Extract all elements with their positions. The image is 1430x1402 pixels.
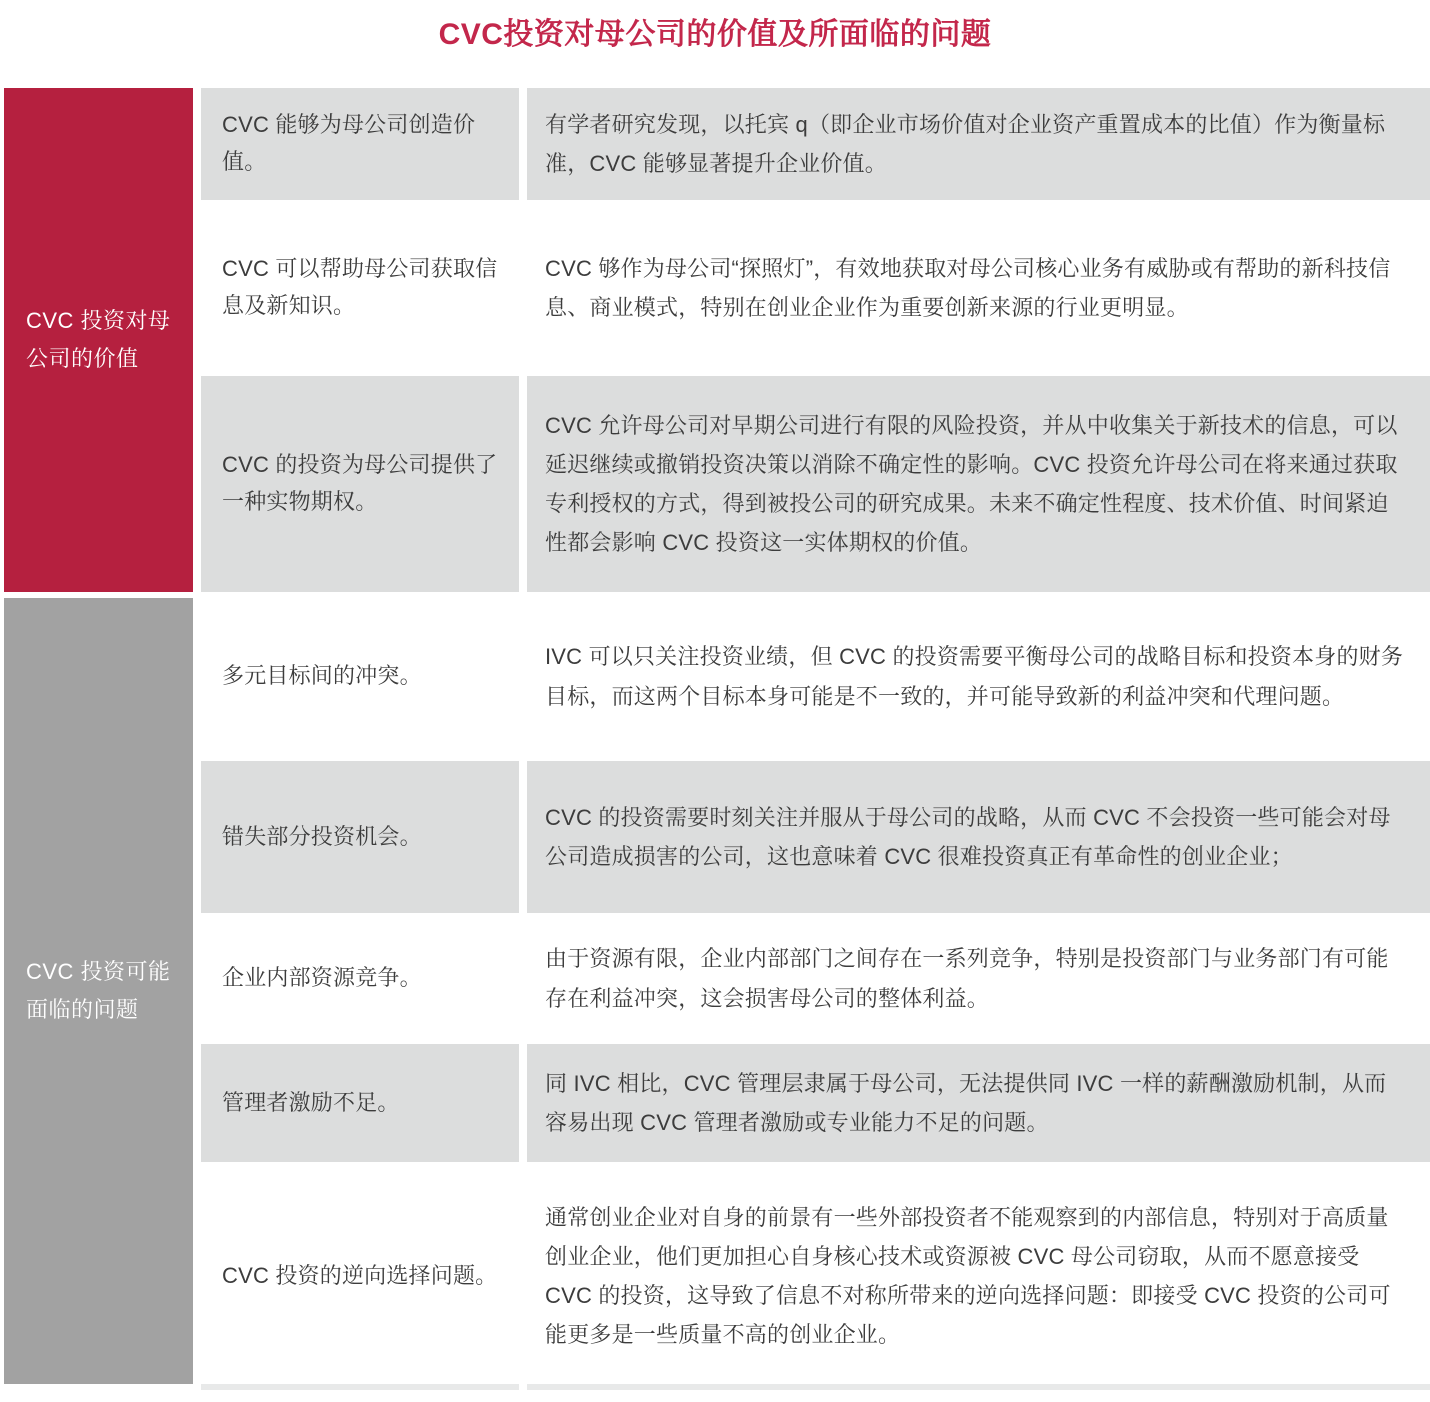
row-topic: 多元目标间的冲突。 — [222, 663, 422, 689]
row-detail: CVC 够作为母公司“探照灯”，有效地获取对母公司核心业务有威胁或有帮助的新科技信息、商业模式，特别在创业企业作为重要创新来源的行业更明显。 — [545, 255, 1391, 320]
row-topic-cell — [201, 376, 519, 592]
table-row — [0, 919, 1430, 1038]
row-detail-cell — [527, 1044, 1430, 1162]
table-row — [0, 206, 1430, 370]
comparison-table — [0, 88, 1430, 1388]
table-row — [0, 376, 1430, 592]
row-detail-cell — [527, 598, 1430, 755]
category-label: CVC 投资对母公司的价值 — [26, 307, 171, 371]
row-topic-cell — [201, 88, 519, 200]
row-detail-cell — [527, 1168, 1430, 1384]
row-topic-cell — [201, 1044, 519, 1162]
row-topic: CVC 可以帮助母公司获取信息及新知识。 — [222, 256, 498, 318]
table-row — [0, 1168, 1430, 1384]
row-detail-cell — [527, 919, 1430, 1038]
table-bottom-rule-middle — [201, 1384, 519, 1390]
row-detail-cell — [527, 88, 1430, 200]
row-topic-cell — [201, 1168, 519, 1384]
row-detail: 同 IVC 相比，CVC 管理层隶属于母公司，无法提供同 IVC 一样的薪酬激励机制，从而容易出现 CVC 管理者激励或专业能力不足的问题。 — [545, 1070, 1387, 1135]
row-detail-cell — [527, 206, 1430, 370]
page-title: CVC投资对母公司的价值及所面临的问题 — [438, 18, 992, 51]
row-detail: CVC 允许母公司对早期公司进行有限的风险投资，并从中收集关于新技术的信息，可以延迟继续或撤销投资决策以消除不确定性的影响。CVC 投资允许母公司在将来通过获取专利授权的方式，得到被投公司的研究成果。未来不确定性程度、技术价值、时间紧迫性都会影响 CVC 投资这一实体期权的价值。 — [545, 412, 1398, 556]
table-row — [0, 761, 1430, 913]
row-detail-cell — [527, 376, 1430, 592]
row-detail: CVC 的投资需要时刻关注并服从于母公司的战略，从而 CVC 不会投资一些可能会对母公司造成损害的公司，这也意味着 CVC 很难投资真正有革命性的创业企业； — [545, 804, 1391, 869]
row-detail: IVC 可以只关注投资业绩，但 CVC 的投资需要平衡母公司的战略目标和投资本身的财务目标，而这两个目标本身可能是不一致的，并可能导致新的利益冲突和代理问题。 — [545, 644, 1404, 709]
row-detail: 由于资源有限，企业内部部门之间存在一系列竞争，特别是投资部门与业务部门有可能存在利益冲突，这会损害母公司的整体利益。 — [545, 946, 1389, 1011]
row-topic: CVC 能够为母公司创造价值。 — [222, 112, 476, 174]
category-label: CVC 投资可能面临的问题 — [26, 958, 171, 1022]
row-topic-cell — [201, 206, 519, 370]
table-bottom-rule — [527, 1384, 1430, 1390]
row-topic-cell — [201, 919, 519, 1038]
row-detail: 有学者研究发现，以托宾 q（即企业市场价值对企业资产重置成本的比值）作为衡量标准，CVC 能够显著提升企业价值。 — [545, 111, 1386, 176]
row-detail-cell — [527, 761, 1430, 913]
row-topic-cell — [201, 598, 519, 755]
table-row — [0, 88, 1430, 200]
row-topic: 管理者激励不足。 — [222, 1089, 400, 1115]
row-topic: CVC 投资的逆向选择问题。 — [222, 1262, 498, 1288]
row-topic: 企业内部资源竞争。 — [222, 965, 422, 991]
row-topic-cell — [201, 761, 519, 913]
row-topic: 错失部分投资机会。 — [222, 823, 422, 849]
row-detail: 通常创业企业对自身的前景有一些外部投资者不能观察到的内部信息，特别对于高质量创业企业，他们更加担心自身核心技术或资源被 CVC 母公司窃取，从而不愿意接受 CVC 的投资，这导致了信息不对称所带来的逆向选择问题：即接受 CVC 投资的公司可能更多是一些质量不高的创业企业。 — [545, 1204, 1391, 1348]
table-row — [0, 598, 1430, 755]
row-topic: CVC 的投资为母公司提供了一种实物期权。 — [222, 452, 498, 514]
table-row — [0, 1044, 1430, 1162]
